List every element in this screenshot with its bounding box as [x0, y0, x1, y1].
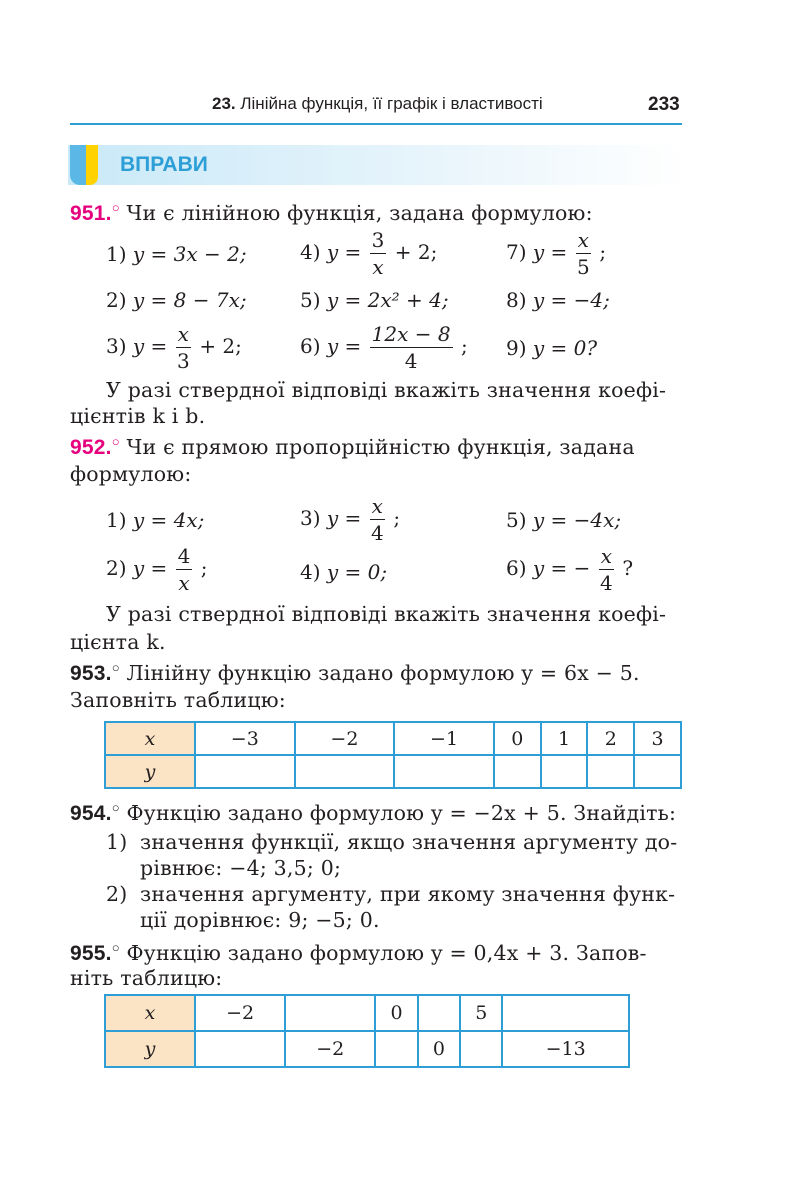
note-952-line1: У разі ствердної відповіді вкажіть значення коефі-: [106, 602, 667, 626]
table-cell: 2: [587, 722, 634, 755]
table-row: [105, 722, 681, 755]
table-cell: [541, 755, 588, 788]
table-cell: [195, 755, 295, 788]
item-951-2: 2) y = 8 − 7x;: [106, 288, 247, 312]
sub-954-2-label: 2): [106, 882, 128, 906]
section-number: 23.: [212, 94, 236, 113]
table-cell: [394, 755, 494, 788]
note-951-line2: цієнтів k і b.: [70, 404, 206, 428]
item-952-3: 3) y = $\frac{x}{4}$ ;: [300, 494, 401, 545]
exercise-number: 953.: [70, 662, 112, 685]
exercise-number: 952.: [70, 436, 112, 459]
item-951-7: 7) y = $\frac{x}{5}$ ;: [506, 228, 607, 279]
item-952-2: 2) y = $\frac{4}{x}$ ;: [106, 544, 208, 595]
table-cell: [295, 755, 395, 788]
item-952-5: 5) y = −4x;: [506, 508, 622, 532]
exercise-text: Функцію задано формулою y = 0,4x + 3. Запов-: [126, 941, 647, 965]
table-cell: 1: [541, 722, 588, 755]
exercise-955: 955.○ Функцію задано формулою y = 0,4x + 3. Запов-: [70, 940, 647, 965]
item-951-5: 5) y = 2x² + 4;: [300, 288, 449, 312]
exercise-954: 954.○ Функцію задано формулою y = −2x + 5. Знайдіть:: [70, 800, 677, 825]
table-953: [104, 721, 682, 789]
table-cell: [195, 1031, 285, 1067]
table-cell: 3: [634, 722, 681, 755]
section-title: Лінійна функція, її графік і властивості: [240, 94, 543, 113]
page-number: 233: [648, 94, 680, 115]
exercise-number: 951.: [70, 202, 112, 225]
header-cell-x: x: [105, 995, 195, 1031]
question-952-line2: формулою:: [70, 462, 192, 486]
exercise-951: 951.○ Чи є лінійною функція, задана формулою:: [70, 200, 593, 225]
note-951-line1: У разі ствердної відповіді вкажіть значення коефі-: [106, 378, 667, 402]
header-cell-x: x: [105, 722, 195, 755]
table-cell: [285, 995, 375, 1031]
item-951-8: 8) y = −4;: [506, 288, 610, 312]
running-header: [212, 94, 543, 114]
table-cell: −2: [195, 995, 285, 1031]
text-953-line2: Заповніть таблицю:: [70, 688, 286, 712]
exercise-number: 954.: [70, 802, 112, 825]
exercise-text: Функцію задано формулою y = −2x + 5. Знайдіть:: [126, 801, 677, 825]
table-cell: [634, 755, 681, 788]
item-952-6: 6) y = − $\frac{x}{4}$ ?: [506, 544, 634, 595]
banner-tab-yellow: [86, 145, 98, 185]
exercise-question: Чи є лінійною функція, задана формулою:: [126, 201, 593, 225]
sub-954-2-line1: значення аргументу, при якому значення функ-: [140, 882, 676, 906]
item-951-4: 4) y = $\frac{3}{x}$ + 2;: [300, 228, 438, 279]
item-951-1: 1) y = 3x − 2;: [106, 242, 247, 266]
sub-954-1-label: 1): [106, 830, 128, 854]
header-cell-y: y: [105, 755, 195, 788]
table-cell: 0: [418, 1031, 460, 1067]
table-cell: −13: [502, 1031, 629, 1067]
table-cell: −2: [295, 722, 395, 755]
table-cell: −3: [195, 722, 295, 755]
table-cell: [494, 755, 541, 788]
item-952-1: 1) y = 4x;: [106, 508, 205, 532]
exercise-text: Лінійну функцію задано формулою y = 6x − 5.: [126, 661, 640, 685]
banner-tab-blue: [70, 145, 86, 185]
table-row: [105, 1031, 629, 1067]
sub-954-2-line2: ції дорівнює: 9; −5; 0.: [140, 908, 380, 932]
banner-title: ВПРАВИ: [120, 153, 208, 176]
table-cell: 0: [375, 995, 417, 1031]
table-cell: [460, 1031, 502, 1067]
exercise-question: Чи є прямою пропорційністю функція, задана: [126, 435, 635, 459]
table-cell: 0: [494, 722, 541, 755]
item-951-3: 3) y = $\frac{x}{3}$ + 2;: [106, 322, 242, 373]
exercise-953: 953.○ Лінійну функцію задано формулою y = 6x − 5.: [70, 660, 640, 685]
table-cell: −1: [394, 722, 494, 755]
sub-954-1-line1: значення функції, якщо значення аргументу до-: [140, 830, 678, 854]
table-row: [105, 995, 629, 1031]
sub-954-1-line2: рівнює: −4; 3,5; 0;: [140, 856, 342, 880]
table-cell: [587, 755, 634, 788]
table-cell: [418, 995, 460, 1031]
table-955: [104, 994, 630, 1068]
table-row: [105, 755, 681, 788]
exercise-952: 952.○ Чи є прямою пропорційністю функція, задана: [70, 434, 635, 459]
exercise-number: 955.: [70, 942, 112, 965]
note-952-line2: цієнта k.: [70, 630, 166, 654]
item-951-6: 6) y = $\frac{12x - 8}{4}$ ;: [300, 322, 468, 373]
table-cell: [375, 1031, 417, 1067]
header-rule: [70, 123, 682, 125]
table-cell: −2: [285, 1031, 375, 1067]
text-955-line2: ніть таблицю:: [70, 966, 223, 990]
header-cell-y: y: [105, 1031, 195, 1067]
item-952-4: 4) y = 0;: [300, 560, 388, 584]
table-cell: [502, 995, 629, 1031]
table-cell: 5: [460, 995, 502, 1031]
item-951-9: 9) y = 0?: [506, 336, 598, 360]
